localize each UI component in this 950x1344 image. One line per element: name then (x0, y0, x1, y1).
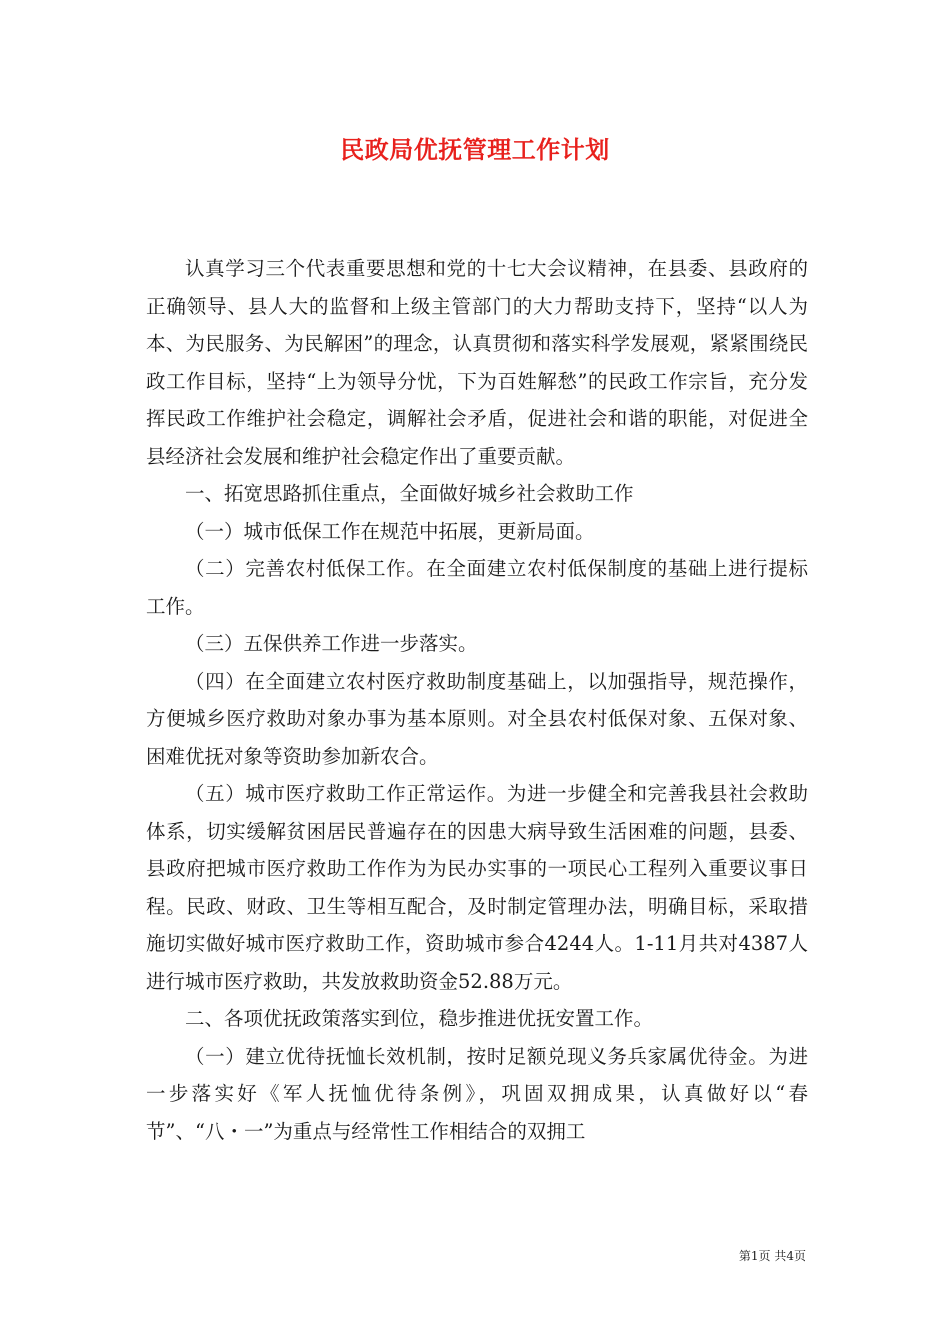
document-body (146, 250, 808, 1150)
paragraph-intro: 认真学习三个代表重要思想和党的十七大会议精神，在县委、县政府的正确领导、县人大的监督和上级主管部门的大力帮助支持下，坚持“以人为本、为民服务、为民解困”的理念，认真贯彻和落实科学发展观，紧紧围绕民政工作目标，坚持“上为领导分忧，下为百姓解愁”的民政工作宗旨，充分发挥民政工作维护社会稳定，调解社会矛盾，促进社会和谐的职能，对促进全县经济社会发展和维护社会稳定作出了重要贡献。 (146, 257, 808, 468)
document-title: 民政局优抚管理工作计划 (340, 135, 610, 164)
paragraph-1-3: （三）五保供养工作进一步落实。 (185, 632, 478, 655)
paragraph-1-2: （二）完善农村低保工作。在全面建立农村低保制度的基础上进行提标工作。 (146, 557, 808, 618)
section-heading-1: 一、拓宽思路抓住重点，全面做好城乡社会救助工作 (185, 482, 634, 505)
paragraph-1-5: （五）城市医疗救助工作正常运作。为进一步健全和完善我县社会救助体系，切实缓解贫困居民普遍存在的因患大病导致生活困难的问题，县委、县政府把城市医疗救助工作作为为民办实事的一项民心工程列入重要议事日程。民政、财政、卫生等相互配合，及时制定管理办法，明确目标，采取措施切实做好城市医疗救助工作，资助城市参合4244人。1-11月共对4387人进行城市医疗救助，共发放救助资金52.88万元。 (146, 782, 808, 993)
section-heading-2: 二、各项优抚政策落实到位，稳步推进优抚安置工作。 (185, 1007, 654, 1030)
paragraph-1-1: （一）城市低保工作在规范中拓展，更新局面。 (185, 519, 595, 543)
paragraph-1-4: （四）在全面建立农村医疗救助制度基础上，以加强指导，规范操作，方便城乡医疗救助对象办事为基本原则。对全县农村低保对象、五保对象、困难优抚对象等资助参加新农合。 (146, 669, 808, 768)
paragraph-2-1: （一）建立优待抚恤长效机制，按时足额兑现义务兵家属优待金。为进一步落实好《军人抚恤优待条例》，巩固双拥成果，认真做好以“春节”、“八・一”为重点与经常性工作相结合的双拥工 (146, 1044, 808, 1143)
page-number: 第1页 共4页 (738, 1249, 806, 1263)
